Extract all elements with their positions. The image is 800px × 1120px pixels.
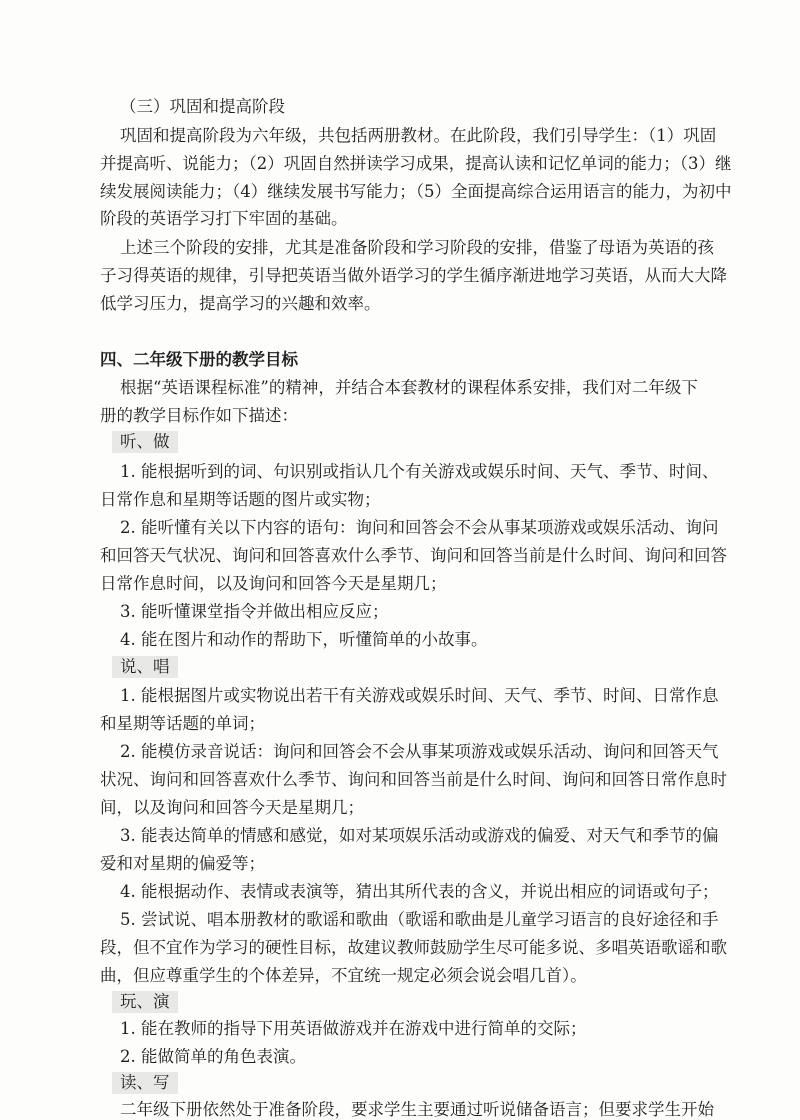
list-item-line: 2. 能听懂有关以下内容的语句：询问和回答会不会从事某项游戏或娱乐活动、询问 <box>120 518 719 537</box>
label-play-act: 玩、演 <box>112 991 178 1013</box>
label-read-write: 读、写 <box>112 1072 178 1094</box>
list-item-line: 3. 能听懂课堂指令并做出相应反应； <box>120 602 389 621</box>
list-item-line: 状况、询问和回答喜欢什么季节、询问和回答当前是什么时间、询问和回答日常作息时 <box>100 770 727 789</box>
paragraph-line: 子习得英语的规律，引导把英语当做外语学习的学生循序渐进地学习英语，从而大大降 <box>100 266 727 285</box>
section3-heading: （三）巩固和提高阶段 <box>120 97 285 116</box>
paragraph-line: 上述三个阶段的安排，尤其是准备阶段和学习阶段的安排，借鉴了母语为英语的孩 <box>120 238 714 257</box>
list-item-line: 曲，但应尊重学生的个体差异，不宜统一规定必须会说会唱几首）。 <box>100 966 587 985</box>
list-item-line: 段，但不宜作为学习的硬性目标，故建议教师鼓励学生尽可能多说、多唱英语歌谣和歌 <box>100 938 727 957</box>
list-item-line: 1. 能根据听到的词、句识别或指认几个有关游戏或娱乐时间、天气、季节、时间、 <box>120 462 719 481</box>
paragraph-line: 二年级下册依然处于准备阶段，要求学生主要通过听说储备语言；但要求学生开始 <box>120 1100 714 1119</box>
list-item-line: 4. 能根据动作、表情或表演等，猜出其所代表的含义，并说出相应的词语或句子； <box>120 882 719 901</box>
list-item-line: 1. 能根据图片或实物说出若干有关游戏或娱乐时间、天气、季节、时间、日常作息 <box>120 686 719 705</box>
list-item-line: 3. 能表达简单的情感和感觉，如对某项娱乐活动或游戏的偏爱、对天气和季节的偏 <box>120 826 719 845</box>
list-item-line: 和星期等话题的单词； <box>100 714 265 733</box>
paragraph-line: 续发展阅读能力；（4）继续发展书写能力；（5）全面提高综合运用语言的能力，为初中 <box>100 182 732 201</box>
list-item-line: 2. 能做简单的角色表演。 <box>120 1047 306 1066</box>
list-item-line: 日常作息时间，以及询问和回答今天是星期几； <box>100 574 447 593</box>
list-item-line: 4. 能在图片和动作的帮助下，听懂简单的小故事。 <box>120 630 488 649</box>
paragraph-line: 根据“英语课程标准”的精神，并结合本套教材的课程体系安排，我们对二年级下 <box>120 378 698 397</box>
list-item-line: 1. 能在教师的指导下用英语做游戏并在游戏中进行简单的交际； <box>120 1019 587 1038</box>
label-listen-do: 听、做 <box>112 431 178 453</box>
list-item-line: 间，以及询问和回答今天是星期几； <box>100 798 364 817</box>
list-item-line: 2. 能模仿录音说话：询问和回答会不会从事某项游戏或娱乐活动、询问和回答天气 <box>120 742 719 761</box>
list-item-line: 5. 尝试说、唱本册教材的歌谣和歌曲（歌谣和歌曲是儿童学习语言的良好途径和手 <box>120 910 719 929</box>
label-speak-sing: 说、唱 <box>112 656 178 678</box>
list-item-line: 爱和对星期的偏爱等； <box>100 854 265 873</box>
paragraph-line: 阶段的英语学习打下牢固的基础。 <box>100 209 348 228</box>
paragraph-line: 并提高听、说能力；（2）巩固自然拼读学习成果，提高认读和记忆单词的能力；（3）继 <box>100 154 732 173</box>
list-item-line: 日常作息和星期等话题的图片或实物； <box>100 490 381 509</box>
paragraph-line: 低学习压力，提高学习的兴趣和效率。 <box>100 294 381 313</box>
list-item-line: 和回答天气状况、询问和回答喜欢什么季节、询问和回答当前是什么时间、询问和回答 <box>100 546 727 565</box>
paragraph-line: 巩固和提高阶段为六年级，共包括两册教材。在此阶段，我们引导学生：（1）巩固 <box>120 126 717 145</box>
paragraph-line: 册的教学目标作如下描述： <box>100 406 298 425</box>
section4-heading: 四、二年级下册的教学目标 <box>100 350 298 369</box>
